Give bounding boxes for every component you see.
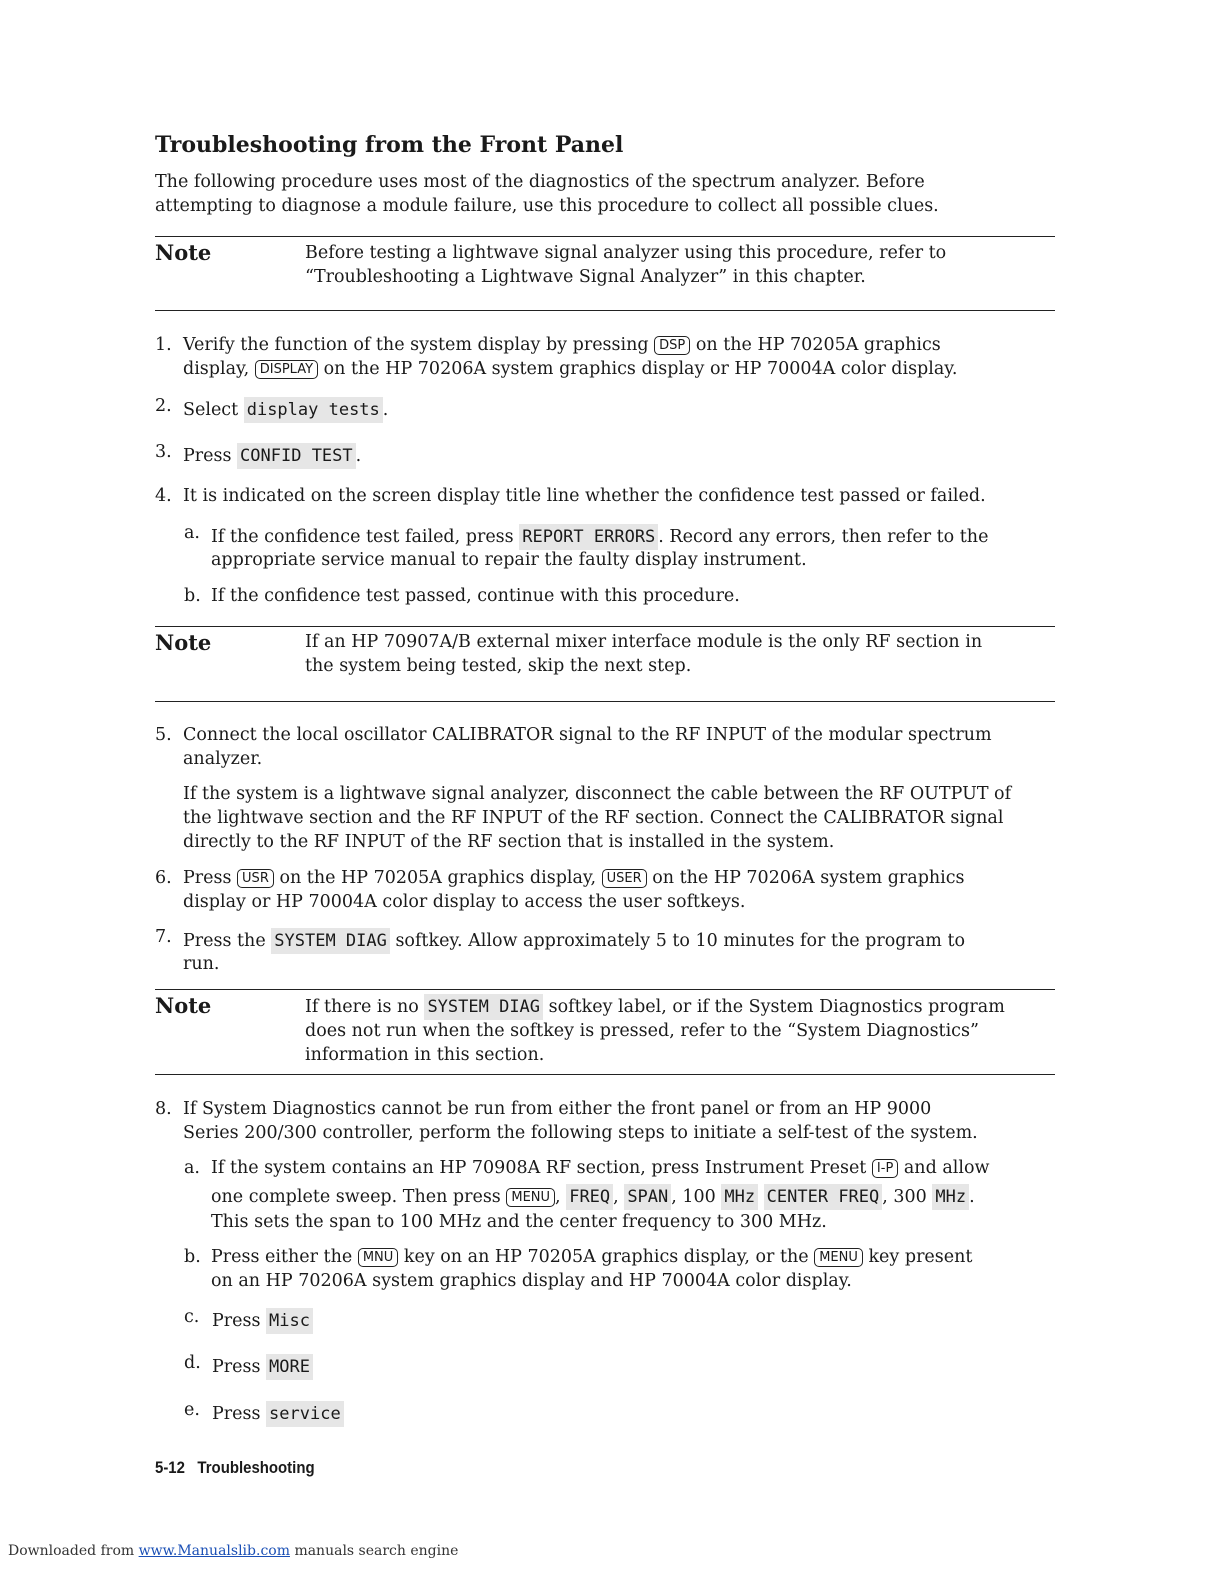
system-diag-softkey[interactable]: SYSTEM DIAG [271, 928, 390, 954]
value-100: , 100 [671, 1187, 716, 1207]
span-softkey[interactable]: SPAN [624, 1184, 671, 1210]
step4a-line-1 [211, 524, 988, 550]
substep-letter: e. [184, 1400, 200, 1420]
step8d-text: Press [212, 1357, 261, 1377]
step4-line: It is indicated on the screen display title line whether the confidence test passed or failed. [183, 486, 986, 506]
step8a-line-3: This sets the span to 100 MHz and the center frequency to 300 MHz. [211, 1212, 827, 1232]
mnu-key[interactable]: MNU [358, 1248, 398, 1267]
step8a-text: one complete sweep. Then press [211, 1187, 501, 1207]
confid-test-softkey[interactable]: CONFID TEST [237, 443, 356, 469]
step8d-line [212, 1354, 313, 1380]
manualslib-link[interactable]: www.Manualslib.com [138, 1543, 290, 1559]
note-rule-top [155, 236, 1055, 237]
step8-line-2: Series 200/300 controller, perform the following steps to initiate a self-test of the system. [183, 1123, 978, 1143]
step1-line-2 [183, 357, 957, 381]
step8b-text: key on an HP 70205A graphics display, or the [403, 1247, 809, 1267]
substep-letter: a. [184, 1158, 200, 1178]
display-tests-softkey[interactable]: display tests [244, 397, 383, 423]
step4a-text: . Record any errors, then refer to the [658, 527, 989, 547]
more-softkey[interactable]: MORE [266, 1354, 313, 1380]
note-label: Note [155, 993, 212, 1018]
usr-key[interactable]: USR [237, 869, 274, 888]
step-number: 2. [155, 396, 172, 416]
note1-line-1: Before testing a lightwave signal analyzer using this procedure, refer to [305, 243, 947, 263]
step-number: 5. [155, 725, 172, 745]
step1-line-1 [183, 333, 941, 357]
substep-letter: d. [184, 1353, 201, 1373]
page-number: 5-12 [155, 1458, 185, 1477]
note3-line-1 [305, 994, 1005, 1020]
comma: , [555, 1187, 561, 1207]
step8a-text: and allow [903, 1158, 990, 1178]
substep-letter: a. [184, 523, 200, 543]
misc-softkey[interactable]: Misc [266, 1308, 313, 1334]
step5-para2-line-3: directly to the RF INPUT of the RF section that is installed in the system. [183, 832, 835, 852]
step-number: 4. [155, 486, 172, 506]
display-key[interactable]: DISPLAY [255, 360, 318, 379]
period: . [969, 1187, 975, 1207]
step1-text: on the HP 70206A system graphics display or HP 70004A color display. [323, 359, 958, 379]
note-label: Note [155, 240, 212, 265]
step4a-line-2: appropriate service manual to repair the faulty display instrument. [211, 550, 807, 570]
user-key[interactable]: USER [602, 869, 647, 888]
step6-line-1 [183, 866, 965, 890]
note-rule-bottom [155, 310, 1055, 311]
note3-text: softkey label, or if the System Diagnostics program [548, 997, 1005, 1017]
step6-text: on the HP 70206A system graphics [652, 868, 965, 888]
step-number: 8. [155, 1099, 172, 1119]
step8c-line [212, 1308, 313, 1334]
intro-line-1: The following procedure uses most of the diagnostics of the spectrum analyzer. Before [155, 172, 925, 192]
step1-text: Verify the function of the system display by pressing [183, 335, 649, 355]
step8e-line [212, 1401, 344, 1427]
freq-softkey[interactable]: FREQ [566, 1184, 613, 1210]
note-rule-bottom [155, 1074, 1055, 1075]
step8a-line-1 [211, 1156, 990, 1180]
mhz-softkey[interactable]: MHz [932, 1184, 969, 1210]
step7-text: Press the [183, 931, 266, 951]
step-number: 3. [155, 442, 172, 462]
step8a-text: If the system contains an HP 70908A RF section, press Instrument Preset [211, 1158, 867, 1178]
note1-line-2: “Troubleshooting a Lightwave Signal Analyzer” in this chapter. [305, 267, 866, 287]
comma: , [613, 1187, 619, 1207]
step7-line-1 [183, 928, 965, 954]
step8b-text: key present [868, 1247, 973, 1267]
note2-line-1: If an HP 70907A/B external mixer interface module is the only RF section in [305, 632, 983, 652]
substep-letter: b. [184, 586, 201, 606]
center-freq-softkey[interactable]: CENTER FREQ [764, 1184, 883, 1210]
step2-text: Select [183, 400, 239, 420]
menu-key[interactable]: MENU [814, 1248, 863, 1267]
step8a-line-2 [211, 1184, 975, 1210]
step6-text: on the HP 70205A graphics display, [279, 868, 597, 888]
dsp-key[interactable]: DSP [654, 336, 690, 355]
step3-line [183, 443, 361, 469]
step-number: 7. [155, 927, 172, 947]
note2-line-2: the system being tested, skip the next step. [305, 656, 692, 676]
step6-text: Press [183, 868, 232, 888]
step-number: 1. [155, 335, 172, 355]
step4a-text: If the confidence test failed, press [211, 527, 514, 547]
value-300: , 300 [882, 1187, 927, 1207]
intro-line-2: attempting to diagnose a module failure, use this procedure to collect all possible clues. [155, 196, 939, 216]
system-diag-softkey[interactable]: SYSTEM DIAG [424, 994, 543, 1020]
period: . [355, 446, 362, 466]
menu-key[interactable]: MENU [506, 1188, 555, 1207]
note3-line-2: does not run when the softkey is pressed, refer to the “System Diagnostics” [305, 1021, 979, 1041]
step-number: 6. [155, 868, 172, 888]
download-suffix: manuals search engine [294, 1543, 459, 1559]
page-footer [155, 1458, 315, 1478]
report-errors-softkey[interactable]: REPORT ERRORS [519, 524, 658, 550]
step5-line-1: Connect the local oscillator CALIBRATOR signal to the RF INPUT of the modular spectrum [183, 725, 992, 745]
substep-letter: b. [184, 1247, 201, 1267]
substep-letter: c. [184, 1307, 200, 1327]
download-banner [8, 1543, 458, 1559]
footer-section: Troubleshooting [197, 1458, 315, 1477]
step2-line [183, 397, 388, 423]
note-rule-top [155, 989, 1055, 990]
instrument-preset-key[interactable]: I-P [872, 1159, 898, 1178]
step7-line-2: run. [183, 954, 220, 974]
step1-text: display, [183, 359, 250, 379]
step5-line-2: analyzer. [183, 749, 263, 769]
step8b-line-1 [211, 1245, 972, 1269]
step5-para2-line-2: the lightwave section and the RF INPUT of the RF section. Connect the CALIBRATOR signal [183, 808, 1004, 828]
note-label: Note [155, 630, 212, 655]
step8e-text: Press [212, 1404, 261, 1424]
download-prefix: Downloaded from [8, 1543, 135, 1559]
step8-line-1: If System Diagnostics cannot be run from either the front panel or from an HP 9000 [183, 1099, 932, 1119]
step8c-text: Press [212, 1311, 261, 1331]
note3-text: If there is no [305, 997, 419, 1017]
step1-text: on the HP 70205A graphics [695, 335, 941, 355]
step3-text: Press [183, 446, 232, 466]
page-title: Troubleshooting from the Front Panel [155, 132, 624, 158]
step6-line-2: display or HP 70004A color display to access the user softkeys. [183, 892, 746, 912]
mhz-softkey[interactable]: MHz [721, 1184, 758, 1210]
step4b-line: If the confidence test passed, continue with this procedure. [211, 586, 740, 606]
note-rule-bottom [155, 701, 1055, 702]
step8b-line-2: on an HP 70206A system graphics display and HP 70004A color display. [211, 1271, 852, 1291]
step5-para2-line-1: If the system is a lightwave signal analyzer, disconnect the cable between the RF OUTPUT of [183, 784, 1012, 804]
step7-text: softkey. Allow approximately 5 to 10 minutes for the program to [395, 931, 966, 951]
note-rule-top [155, 626, 1055, 627]
note3-line-3: information in this section. [305, 1045, 545, 1065]
step8b-text: Press either the [211, 1247, 353, 1267]
period: . [382, 400, 389, 420]
service-softkey[interactable]: service [266, 1401, 344, 1427]
